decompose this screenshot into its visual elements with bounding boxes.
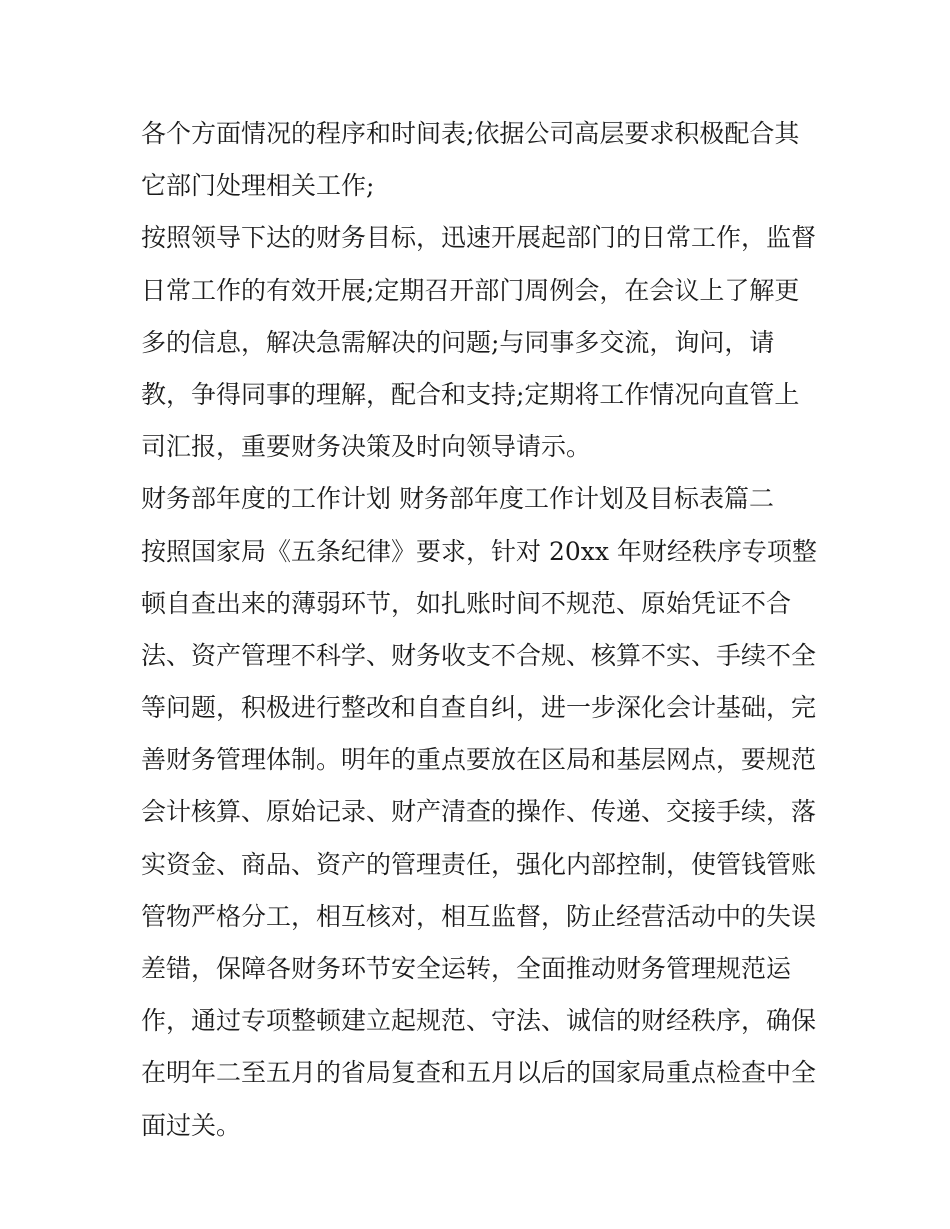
text-line: 等问题，积极进行整改和自查自纠，进一步深化会计基础，完 xyxy=(141,693,817,723)
text-line: 多的信息，解决急需解决的问题;与同事多交流，询问，请 xyxy=(141,327,775,357)
text-line: 实资金、商品、资产的管理责任，强化内部控制，使管钱管账 xyxy=(141,849,817,879)
text-line: 面过关。 xyxy=(141,1110,242,1140)
text-line: 日常工作的有效开展;定期召开部门周例会，在会议上了解更 xyxy=(141,275,800,305)
text-line: 教，争得同事的理解，配合和支持;定期将工作情况向直管上 xyxy=(141,379,800,409)
text-line: 司汇报，重要财务决策及时向领导请示。 xyxy=(141,432,592,462)
text-line: 它部门处理相关工作; xyxy=(141,171,375,201)
text-line: 差错，保障各财务环节安全运转，全面推动财务管理规范运 xyxy=(141,954,792,983)
text-line: 作，通过专项整顿建立起规范、守法、诚信的财经秩序，确保 xyxy=(141,1006,817,1036)
text-line: 会计核算、原始记录、财产清查的操作、传递、交接手续，落 xyxy=(141,797,817,827)
document-body xyxy=(141,108,821,1152)
text-line: 管物严格分工，相互核对，相互监督，防止经营活动中的失误 xyxy=(141,901,817,931)
text-line: 在明年二至五月的省局复查和五月以后的国家局重点检查中全 xyxy=(141,1058,817,1088)
text-line: 按照国家局《五条纪律》要求，针对 20xx 年财经秩序专项整 xyxy=(141,536,817,566)
text-line: 善财务管理体制。明年的重点要放在区局和基层网点，要规范 xyxy=(141,745,817,775)
text-line: 法、资产管理不科学、财务收支不合规、核算不实、手续不全 xyxy=(141,640,817,670)
section-title: 财务部年度的工作计划 财务部年度工作计划及目标表篇二 xyxy=(141,484,774,514)
text-line: 按照领导下达的财务目标，迅速开展起部门的日常工作，监督 xyxy=(141,223,817,253)
text-line: 顿自查出来的薄弱环节，如扎账时间不规范、原始凭证不合 xyxy=(141,588,792,618)
text-line: 各个方面情况的程序和时间表;依据公司高层要求积极配合其 xyxy=(141,119,800,148)
